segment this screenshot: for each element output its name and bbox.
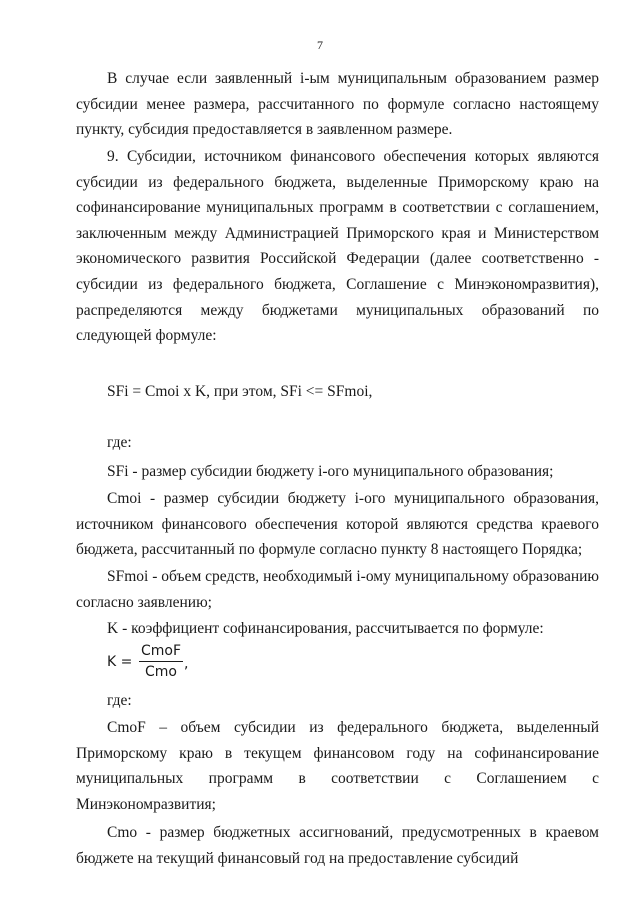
formula-sfi: SFi = Cmoi х K, при этом, SFi <= SFmoi, [107, 383, 373, 400]
fraction-bar [139, 661, 183, 662]
formula-k-numerator: CmoF [140, 643, 182, 659]
definition-cmoi: Cmoi - размер субсидии бюджету i-ого муниципального образования, источником финансового обеспечения которой являются средства краевого бюджета, рассчитанный по формуле согласно пункту 8 настоящего Порядка; [76, 490, 599, 559]
definition-cmof: CmoF – объем субсидии из федерального бюджета, выделенный Приморскому краю в текущем финансовом году на софинансирование муниципальных программ в соответствии с Соглашением с Минэкономразвития; [76, 719, 599, 813]
definition-cmo: Cmo - размер бюджетных ассигнований, предусмотренных в краевом бюджете на текущий финансовый год на предоставление субсидий [76, 824, 599, 867]
definition-sfmoi: SFmoi - объем средств, необходимый i-ому муниципальному образованию согласно заявлению; [76, 568, 599, 611]
formula-k-comma: , [184, 656, 189, 672]
formula-k-fraction [139, 642, 183, 681]
where-label-2: где: [107, 692, 132, 709]
definition-sfi: SFi - размер субсидии бюджету i-ого муниципального образования; [107, 463, 554, 480]
paragraph-item-9: 9. Субсидии, источником финансового обеспечения которых являются субсидии из федерального бюджета, выделенные Приморскому краю на софинансирование муниципальных программ в соответствии с соглашением, заключенным между Администрацией Приморского края и Министерством экономического развития Российской Федерации (далее соответственно - субсидии из федерального бюджета, Соглашение с Минэкономразвития), распределяются между бюджетами муниципальных образований по следующей формуле: [76, 148, 599, 345]
definition-k: K - коэффициент софинансирования, рассчитывается по формуле: [107, 620, 544, 637]
paragraph-claimed-size: В случае если заявленный i-ым муниципальным образованием размер субсидии менее размера, рассчитанного по формуле согласно настоящему пункту, субсидия предоставляется в заявленном размере. [76, 70, 599, 139]
formula-k-lhs: K = [107, 654, 133, 670]
page-number: 7 [317, 38, 323, 52]
where-label: где: [107, 434, 132, 451]
formula-k-denominator: Cmo [145, 664, 177, 680]
